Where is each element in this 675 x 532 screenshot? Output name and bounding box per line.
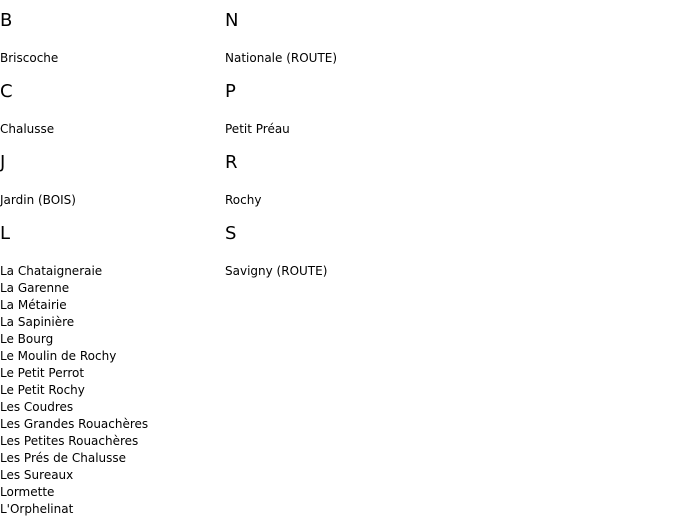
letter-group-p [225,81,445,138]
letter-group-s [225,223,445,280]
entry-list [0,192,220,209]
place-link[interactable]: Les Prés de Chalusse [0,451,127,465]
letter-group-c [0,81,220,138]
entry-list [0,263,220,518]
place-link[interactable]: Nationale (ROUTE) [225,51,338,65]
place-link[interactable]: La Sapinière [0,315,75,329]
letter-group-l [0,223,220,518]
place-link[interactable]: Le Petit Perrot [0,366,85,380]
letter-heading: N [225,10,239,31]
place-link[interactable]: Les Petites Rouachères [0,434,139,448]
place-link[interactable]: Le Bourg [0,332,54,346]
entry-list [225,192,445,209]
place-link[interactable]: Chalusse [0,122,55,136]
letter-heading: L [0,223,11,244]
letter-group-b [0,10,220,67]
letter-heading: S [225,223,237,244]
place-link[interactable]: Le Petit Rochy [0,383,85,397]
entry-list [225,121,445,138]
letter-group-r [225,152,445,209]
place-link[interactable]: Le Moulin de Rochy [0,349,117,363]
letter-heading: R [225,152,238,173]
place-link[interactable]: L'Orphelinat [0,502,74,516]
place-link[interactable]: Petit Préau [225,122,290,136]
place-link[interactable]: Jardin (BOIS) [0,193,76,207]
place-link[interactable]: Les Sureaux [0,468,74,482]
place-link[interactable]: La Métairie [0,298,67,312]
letter-heading: C [0,81,13,102]
entry-list [0,121,220,138]
place-link[interactable]: Savigny (ROUTE) [225,264,328,278]
letter-heading: P [225,81,236,102]
letter-group-n [225,10,445,67]
index-column-right [225,10,445,294]
entry-list [225,263,445,280]
letter-heading: J [0,152,6,173]
letter-heading: B [0,10,13,31]
place-link[interactable]: La Garenne [0,281,70,295]
place-link[interactable]: La Chataigneraie [0,264,103,278]
entry-list [225,50,445,67]
entry-list [0,50,220,67]
place-link[interactable]: Rochy [225,193,262,207]
letter-group-j [0,152,220,209]
place-link[interactable]: Briscoche [0,51,59,65]
index-column-left [0,10,220,532]
place-link[interactable]: Les Coudres [0,400,74,414]
place-link[interactable]: Lormette [0,485,55,499]
place-link[interactable]: Les Grandes Rouachères [0,417,149,431]
